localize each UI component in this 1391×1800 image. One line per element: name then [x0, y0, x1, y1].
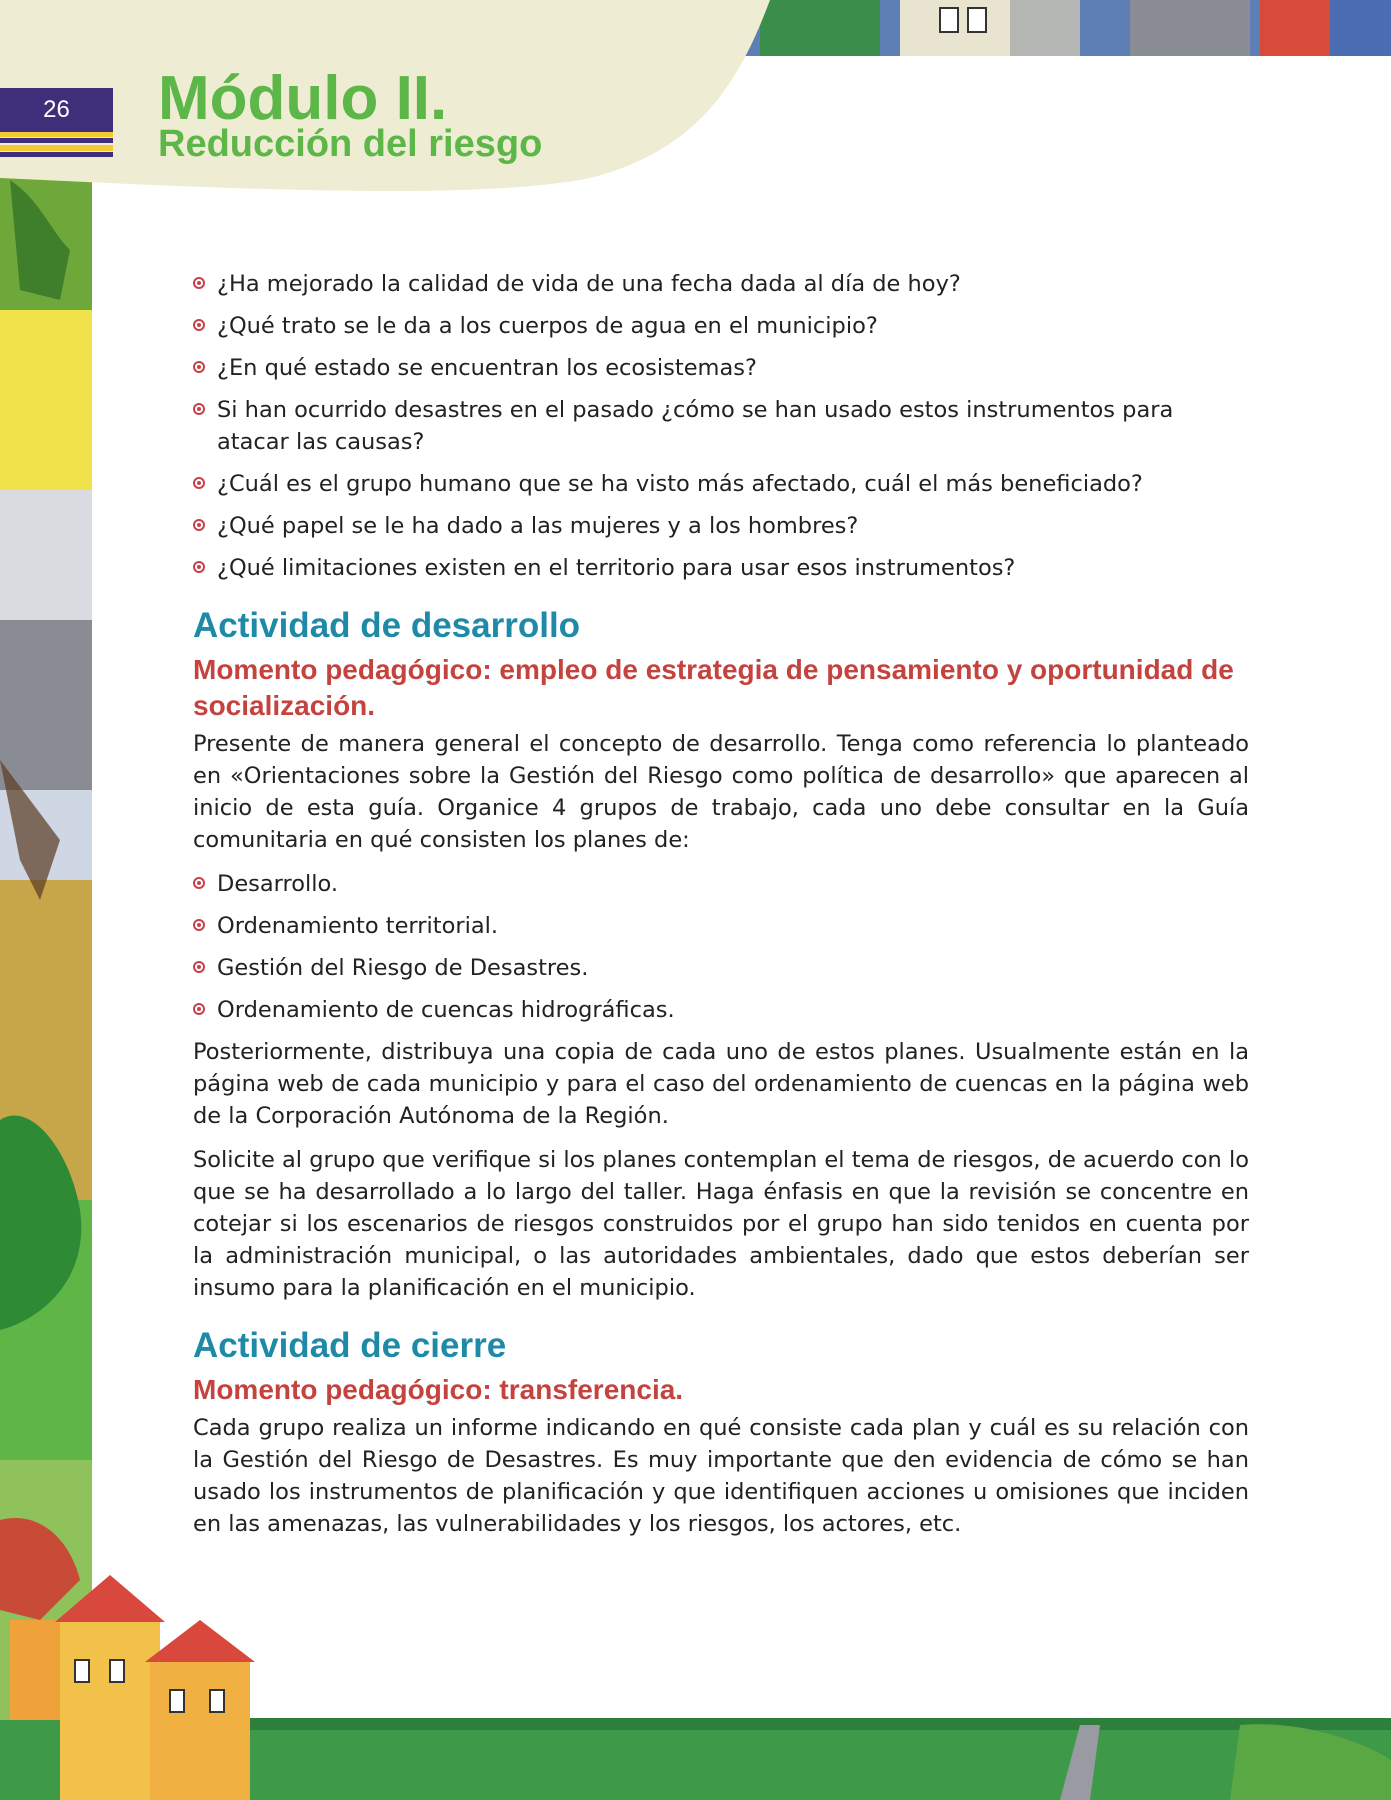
- section-heading-cierre: Actividad de cierre: [193, 1326, 507, 1365]
- list-item: ¿Cuál es el grupo humano que se ha visto más afectado, cuál el más beneficiado?: [193, 468, 1249, 500]
- bullet-icon: [193, 919, 205, 931]
- top-illustration: [740, 0, 1391, 56]
- bullet-icon: [193, 561, 205, 573]
- list-item: ¿En qué estado se encuentran los ecosistemas?: [193, 352, 1249, 384]
- bullet-icon: [193, 403, 205, 415]
- bullet-icon: [193, 361, 205, 373]
- section-heading-desarrollo: Actividad de desarrollo: [193, 606, 581, 645]
- bullet-icon: [193, 877, 205, 889]
- page-number: 26: [0, 88, 113, 132]
- plans-list: [193, 868, 1249, 1026]
- list-item: Gestión del Riesgo de Desastres.: [193, 952, 1249, 984]
- page-subtitle: Reducción del riesgo: [158, 123, 543, 165]
- bullet-icon: [193, 519, 205, 531]
- list-item: Desarrollo.: [193, 868, 1249, 900]
- bullet-icon: [193, 319, 205, 331]
- content-area: [193, 268, 1249, 1552]
- list-item: Ordenamiento territorial.: [193, 910, 1249, 942]
- bullet-icon: [193, 1003, 205, 1015]
- list-item: ¿Qué trato se le da a los cuerpos de agua en el municipio?: [193, 310, 1249, 342]
- bullet-icon: [193, 961, 205, 973]
- moment-heading-cierre: Momento pedagógico: transferencia.: [193, 1374, 684, 1405]
- paragraph: Cada grupo realiza un informe indicando en qué consiste cada plan y cuál es su relación con la Gestión del Riesgo de Desastres. Es muy importante que den evidencia de cómo se han usado los instrumentos de planificación y que identifiquen acciones u omisiones que inciden en las amenazas, las vulnerabilidades y los riesgos, los actores, etc.: [193, 1415, 1249, 1537]
- bullet-icon: [193, 477, 205, 489]
- bullet-icon: [193, 277, 205, 289]
- list-item: Si han ocurrido desastres en el pasado ¿cómo se han usado estos instrumentos para atacar las causas?: [193, 394, 1249, 458]
- list-item: ¿Qué papel se le ha dado a las mujeres y a los hombres?: [193, 510, 1249, 542]
- paragraph: Presente de manera general el concepto de desarrollo. Tenga como referencia lo planteado en «Orientaciones sobre la Gestión del Riesgo como política de desarrollo» que aparecen al inicio de esta guía. Organice 4 grupos de trabajo, cada uno debe consultar en la Guía comunitaria en qué consisten los planes de:: [193, 731, 1249, 853]
- intro-question-list: [193, 268, 1249, 584]
- left-illustration-strip: [0, 170, 92, 1800]
- page-title: Módulo II.: [158, 64, 448, 133]
- list-item: ¿Ha mejorado la calidad de vida de una fecha dada al día de hoy?: [193, 268, 1249, 300]
- bottom-illustration: [0, 1575, 1391, 1800]
- paragraph: Posteriormente, distribuya una copia de cada uno de estos planes. Usualmente están en la página web de cada municipio y para el caso del ordenamiento de cuencas en la página web de la Corporación Autónoma de la Región.: [193, 1039, 1249, 1129]
- moment-heading-desarrollo: Momento pedagógico: empleo de estrategia de pensamiento y oportunidad de socialización.: [193, 654, 1234, 721]
- paragraph: Solicite al grupo que verifique si los planes contemplan el tema de riesgos, de acuerdo con lo que se ha desarrollado a lo largo del taller. Haga énfasis en que la revisión se concentre en cotejar si los escenarios de riesgos construidos por el grupo han sido tenidos en cuenta por la administración municipal, o las autoridades ambientales, dado que estos deberían ser insumo para la planificación en el municipio.: [193, 1147, 1249, 1301]
- list-item: Ordenamiento de cuencas hidrográficas.: [193, 994, 1249, 1026]
- list-item: ¿Qué limitaciones existen en el territorio para usar esos instrumentos?: [193, 552, 1249, 584]
